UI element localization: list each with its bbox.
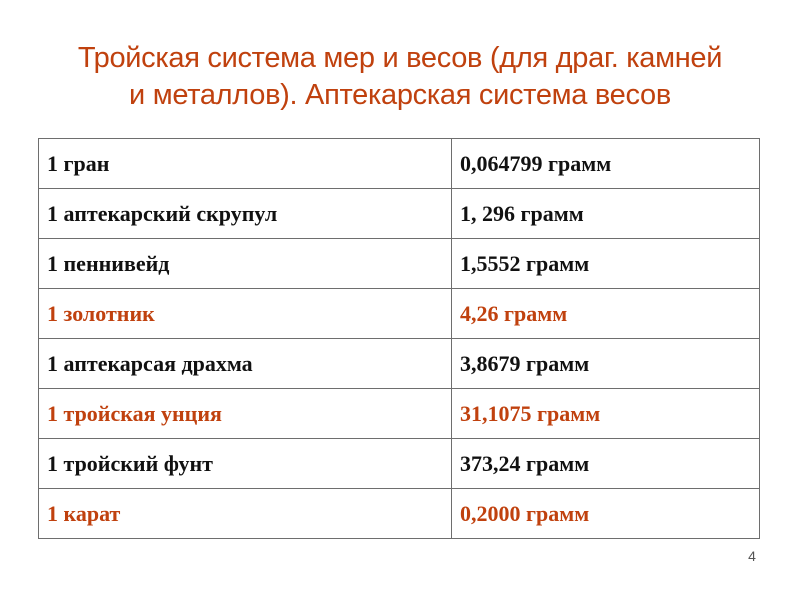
unit-value-cell: 1, 296 грамм [452,189,760,239]
units-table [38,138,760,539]
unit-name-cell: 1 золотник [39,289,452,339]
unit-value-cell: 0,2000 грамм [452,489,760,539]
table-row [39,339,760,389]
unit-name-cell: 1 гран [39,139,452,189]
unit-name-cell: 1 пеннивейд [39,239,452,289]
unit-name-cell: 1 тройская унция [39,389,452,439]
unit-value-cell: 373,24 грамм [452,439,760,489]
table-row [39,189,760,239]
table-row [39,389,760,439]
slide-title [0,40,800,114]
unit-name-cell: 1 аптекарсая драхма [39,339,452,389]
slide-title-line-2: и металлов). Аптекарская система весов [129,79,671,111]
unit-value-cell: 0,064799 грамм [452,139,760,189]
table-row [39,239,760,289]
table-row [39,439,760,489]
table-row [39,489,760,539]
units-table-container [38,138,760,539]
slide-title-line-1: Тройская система мер и весов (для драг. камней [77,42,723,74]
unit-value-cell: 4,26 грамм [452,289,760,339]
table-row [39,139,760,189]
page-number: 4 [748,548,756,564]
unit-value-cell: 31,1075 грамм [452,389,760,439]
table-row [39,289,760,339]
unit-value-cell: 3,8679 грамм [452,339,760,389]
unit-name-cell: 1 карат [39,489,452,539]
unit-name-cell: 1 тройский фунт [39,439,452,489]
unit-name-cell: 1 аптекарский скрупул [39,189,452,239]
unit-value-cell: 1,5552 грамм [452,239,760,289]
